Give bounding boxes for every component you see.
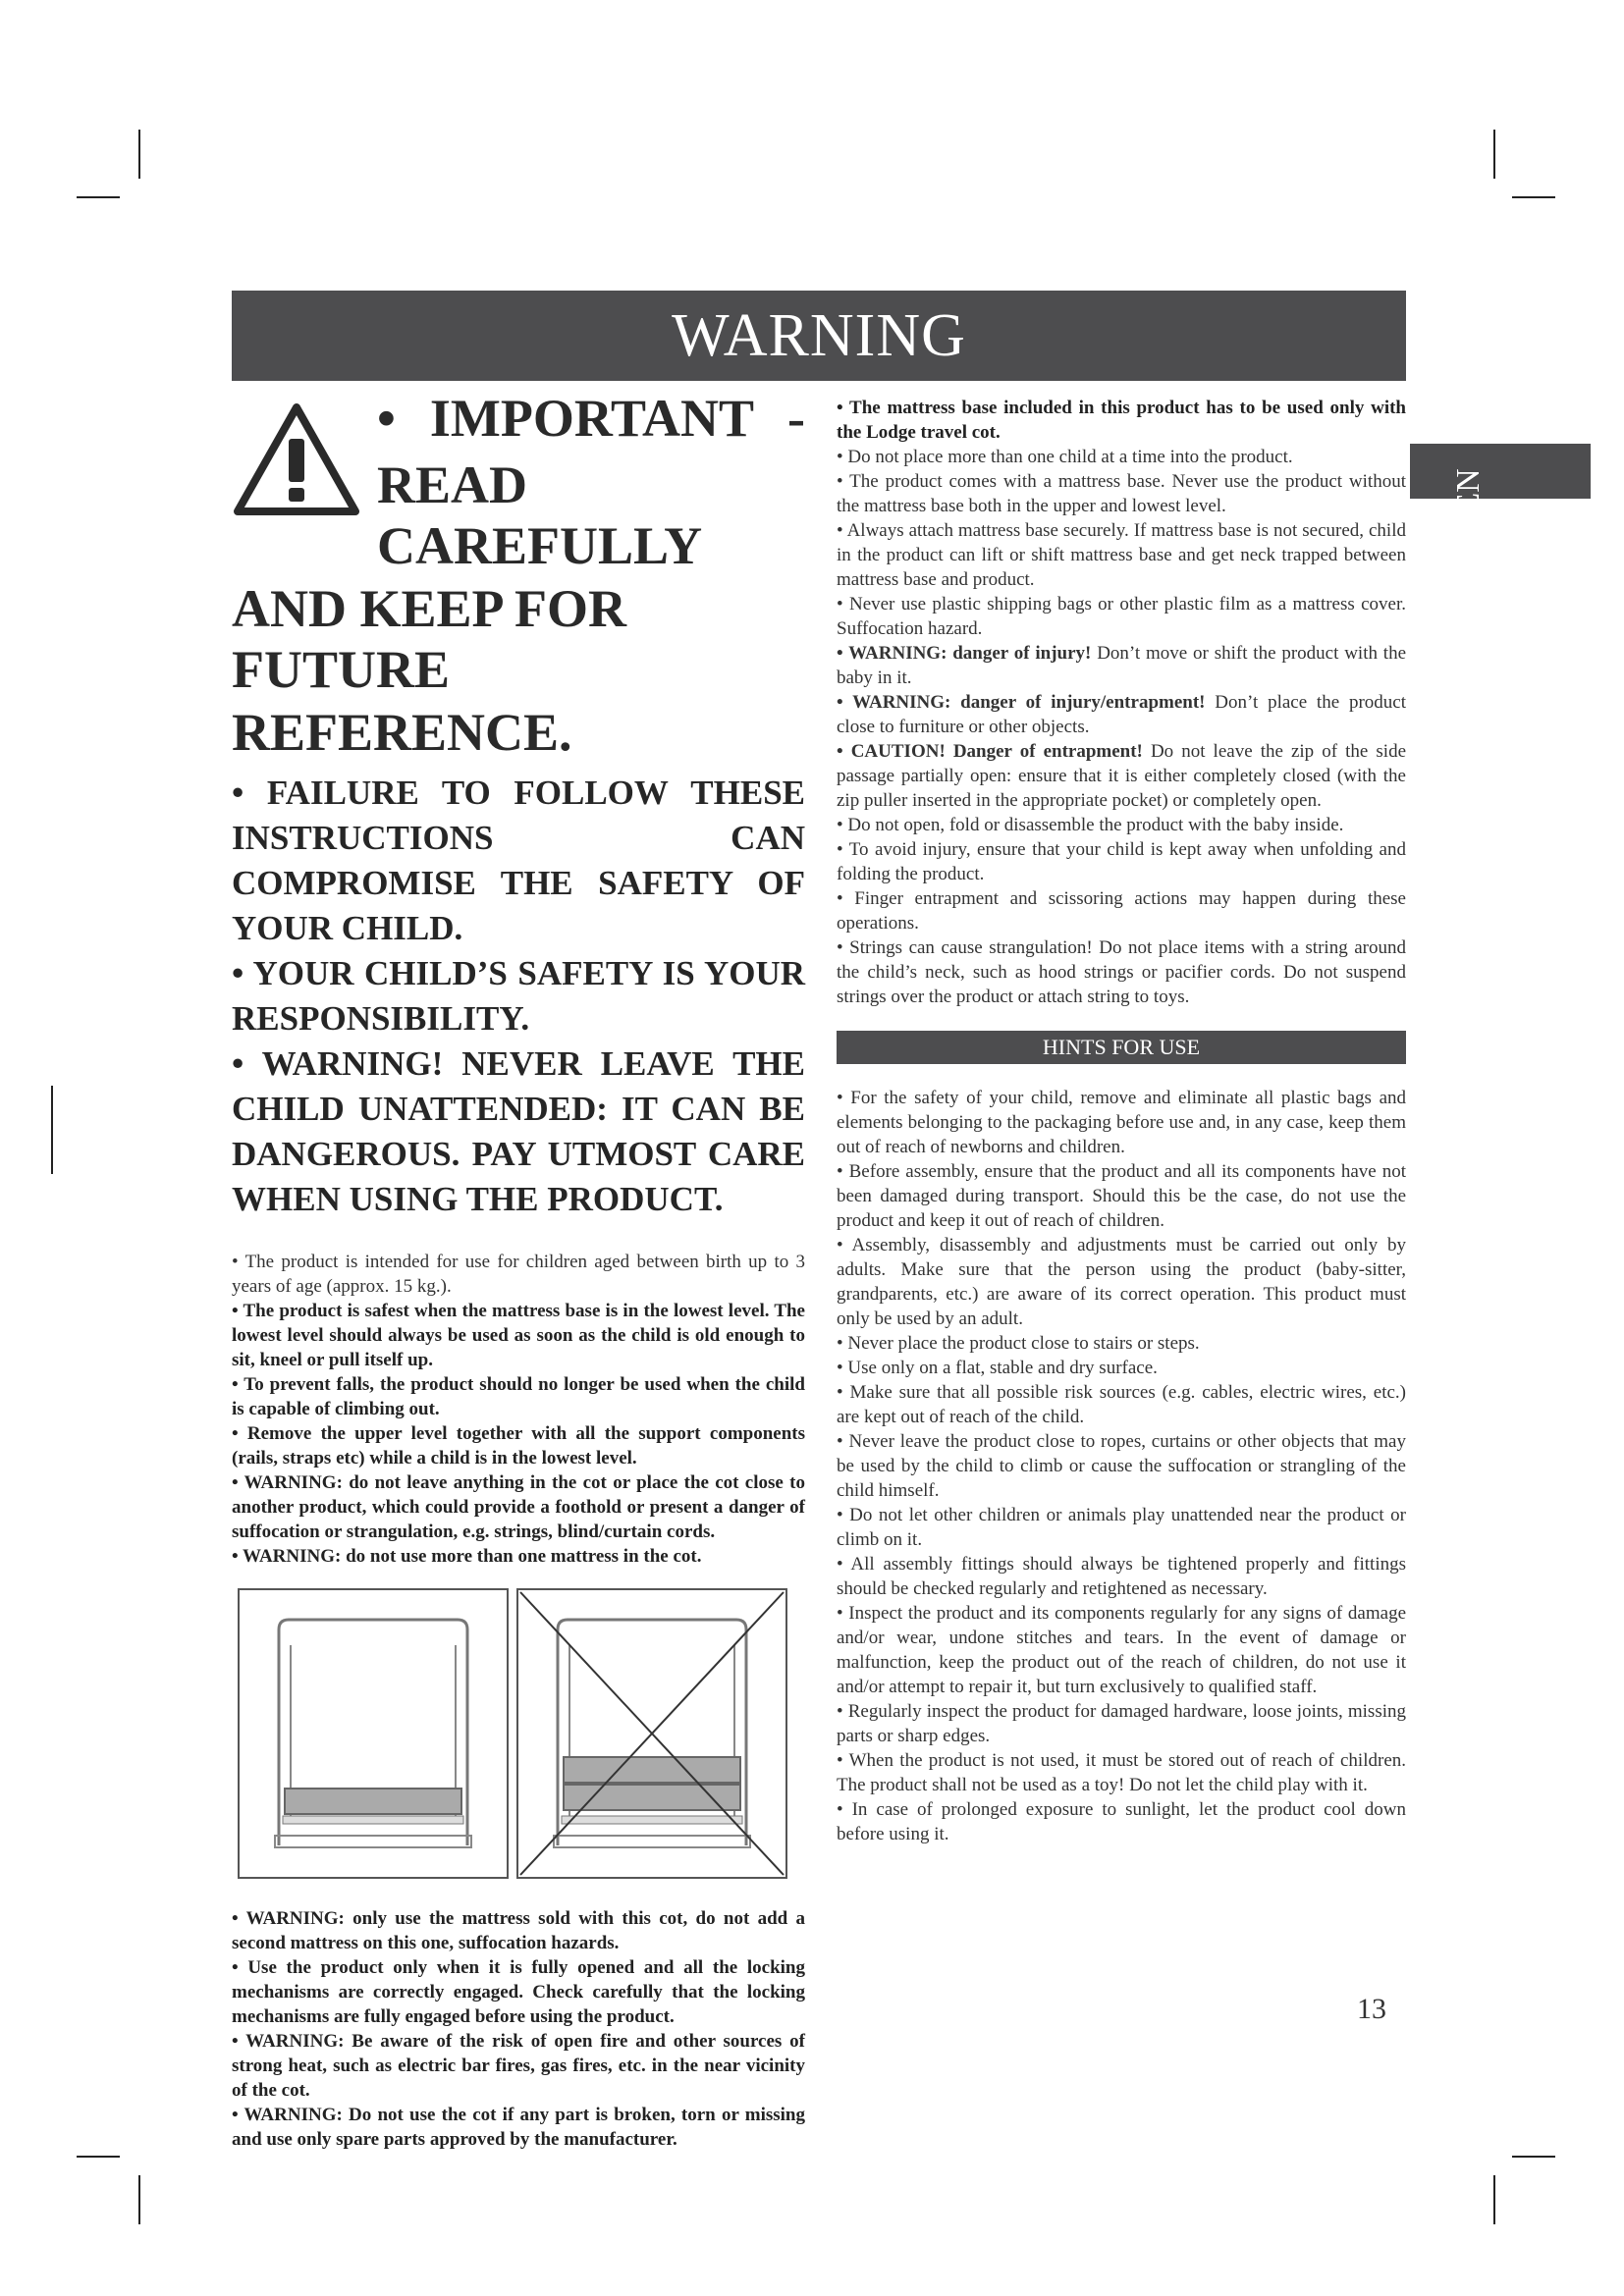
hint-hardware: • Regularly inspect the product for damaged hardware, loose joints, missing parts or sharp edges.: [837, 1701, 1406, 1746]
page-number: 13: [1357, 1993, 1386, 2025]
hint-flat-surface: • Use only on a flat, stable and dry surface.: [837, 1358, 1158, 1378]
important-header: [232, 388, 805, 576]
failure-warning: • FAILURE TO FOLLOW THESE INSTRUCTIONS CAN COMPROMISE THE SAFETY OF YOUR CHILD.: [232, 774, 805, 947]
falls-note: • To prevent falls, the product should no longer be used when the child is capable of climbing out.: [232, 1374, 805, 1419]
crop-mark: [138, 130, 140, 179]
mattress-base-note: • The mattress base included in this product has to be used only with the Lodge travel cot.: [837, 398, 1406, 443]
upper-level-note: • Remove the upper level together with all the support components (rails, straps etc) while a child is in the lowest level.: [232, 1423, 805, 1468]
injury-warning-label: • WARNING: danger of injury!: [837, 643, 1092, 664]
responsibility-warning: • YOUR CHILD’S SAFETY IS YOUR RESPONSIBILITY.: [232, 954, 805, 1038]
hint-adults-only: • Assembly, disassembly and adjustments must be carried out only by adults. Make sure that the person using the product (baby-sitter, grandparents, etc.) are aware of its correct operation. This product must only be used by an adult.: [837, 1235, 1406, 1329]
hint-before-assembly: • Before assembly, ensure that the product and all its components have not been damaged during transport. Should this be the case, do not use the product and keep it out of reach of children.: [837, 1161, 1406, 1231]
plastic-bags-note: • Never use plastic shipping bags or other plastic film as a mattress cover. Suffocation hazard.: [837, 594, 1406, 639]
important-line-4: REFERENCE.: [232, 703, 572, 762]
hint-fittings: • All assembly fittings should always be tightened properly and fittings should be checked regularly and retightened as necessary.: [837, 1554, 1406, 1599]
foothold-warning: • WARNING: do not leave anything in the cot or place the cot close to another product, which could provide a foothold or present a danger of suffocation or strangulation, e.g. strings, blind/curtain cords.: [232, 1472, 805, 1542]
single-mattress-warning: • WARNING: only use the mattress sold with this cot, do not add a second mattress on this one, suffocation hazards.: [232, 1908, 805, 1953]
one-child-note: • Do not place more than one child at a time into the product.: [837, 447, 1293, 467]
broken-parts-warning: • WARNING: Do not use the cot if any part is broken, torn or missing and use only spare parts approved by the manufacturer.: [232, 2105, 805, 2150]
entrapment-warning-label: • WARNING: danger of injury/entrapment!: [837, 692, 1206, 713]
folding-note: • To avoid injury, ensure that your child is kept away when unfolding and folding the product.: [837, 839, 1406, 884]
hint-risk-sources: • Make sure that all possible risk sources (e.g. cables, electric wires, etc.) are kept out of reach of the child.: [837, 1382, 1406, 1427]
attach-base-note: • Always attach mattress base securely. If mattress base is not secured, child in the product can lift or shift mattress base and get neck trapped between mattress base and product.: [837, 520, 1406, 590]
figure-incorrect: [516, 1588, 787, 1879]
zip-caution: [837, 739, 1406, 813]
crop-mark: [1493, 2175, 1495, 2224]
right-column: [837, 396, 1406, 1846]
locking-note: • Use the product only when it is fully opened and all the locking mechanisms are correctly engaged. Check carefully that the locking mechanisms are fully engaged before using the product.: [232, 1957, 805, 2027]
figure-correct: [238, 1588, 509, 1879]
cot-incorrect-illustration: [518, 1590, 785, 1877]
injury-warning-text: Don’t move or shift the product with the baby in it.: [837, 643, 1407, 688]
language-tab: [1410, 444, 1591, 499]
zip-caution-text: Do not leave the zip of the side passage partially open: ensure that it is either completely closed (with the zip puller inserted in the appropriate pocket) or completely open.: [837, 741, 1406, 811]
crop-mark: [77, 196, 120, 198]
hint-stairs: • Never place the product close to stairs or steps.: [837, 1333, 1200, 1354]
crop-mark: [1512, 2156, 1555, 2158]
strings-note: • Strings can cause strangulation! Do not place items with a string around the child’s neck, such as hood strings or pacifier cords. Do not suspend strings over the product or attach string to toys.: [837, 937, 1406, 1007]
lowest-level-note: • The product is safest when the mattress base is in the lowest level. The lowest level should always be used as soon as the child is old enough to sit, kneel or pull itself up.: [232, 1301, 805, 1370]
crop-mark: [77, 2156, 120, 2158]
important-line-1: • IMPORTANT -: [377, 389, 805, 448]
never-leave-warning: • WARNING! NEVER LEAVE THE CHILD UNATTENDED: IT CAN BE DANGEROUS. PAY UTMOST CARE WHEN USING THE PRODUCT.: [232, 1044, 805, 1218]
fire-warning: • WARNING: Be aware of the risk of open fire and other sources of strong heat, such as electric bar fires, gas fires, etc. in the near vicinity of the cot.: [232, 2031, 805, 2101]
language-label: EN: [1450, 468, 1487, 513]
hint-inspect: • Inspect the product and its components regularly for any signs of damage and/or wear, undone stitches and tears. In the event of damage or malfunction, keep the product out of the reach of children, do not use it and/or attempt to repair it, but turn exclusively to qualified staff.: [837, 1603, 1406, 1697]
zip-caution-label: • CAUTION! Danger of entrapment!: [837, 741, 1143, 762]
finger-note: • Finger entrapment and scissoring actions may happen during these operations.: [837, 888, 1406, 934]
hint-sunlight: • In case of prolonged exposure to sunlight, let the product cool down before using it.: [837, 1799, 1406, 1844]
cot-correct-illustration: [240, 1590, 507, 1877]
mattress-base-use-note: • The product comes with a mattress base. Never use the product without the mattress base both in the upper and lowest level.: [837, 471, 1406, 516]
warning-triangle-icon: [232, 401, 361, 519]
injury-warning: [837, 641, 1406, 690]
crop-mark: [51, 1086, 53, 1174]
mattress-figures: [232, 1588, 805, 1883]
crop-mark: [1512, 196, 1555, 198]
hints-for-use-header: HINTS FOR USE: [837, 1031, 1406, 1064]
hint-plastic-bags: • For the safety of your child, remove and eliminate all plastic bags and elements belonging to the packaging before use and, in any case, keep them out of reach of newborns and children.: [837, 1088, 1406, 1157]
crop-mark: [1493, 130, 1495, 179]
crop-mark: [138, 2175, 140, 2224]
important-line-3: AND KEEP FOR FUTURE: [232, 579, 627, 699]
entrapment-warning: [837, 690, 1406, 739]
hint-ropes: • Never leave the product close to ropes, curtains or other objects that may be used by the child to climb or cause the suffocation or strangling of the child himself.: [837, 1431, 1406, 1501]
left-column: [232, 388, 805, 2152]
important-line-2: READ CAREFULLY: [377, 455, 703, 575]
entrapment-warning-text: Don’t place the product close to furniture or other objects.: [837, 692, 1406, 737]
hint-other-children: • Do not let other children or animals play unattended near the product or climb on it.: [837, 1505, 1406, 1550]
age-note: • The product is intended for use for children aged between birth up to 3 years of age (approx. 15 kg.).: [232, 1252, 805, 1297]
warning-banner: WARNING: [232, 291, 1406, 381]
baby-inside-note: • Do not open, fold or disassemble the product with the baby inside.: [837, 815, 1344, 835]
mattress-warning: • WARNING: do not use more than one mattress in the cot.: [232, 1546, 702, 1567]
hint-storage: • When the product is not used, it must be stored out of reach of children. The product shall not be used as a toy! Do not let the child play with it.: [837, 1750, 1406, 1795]
